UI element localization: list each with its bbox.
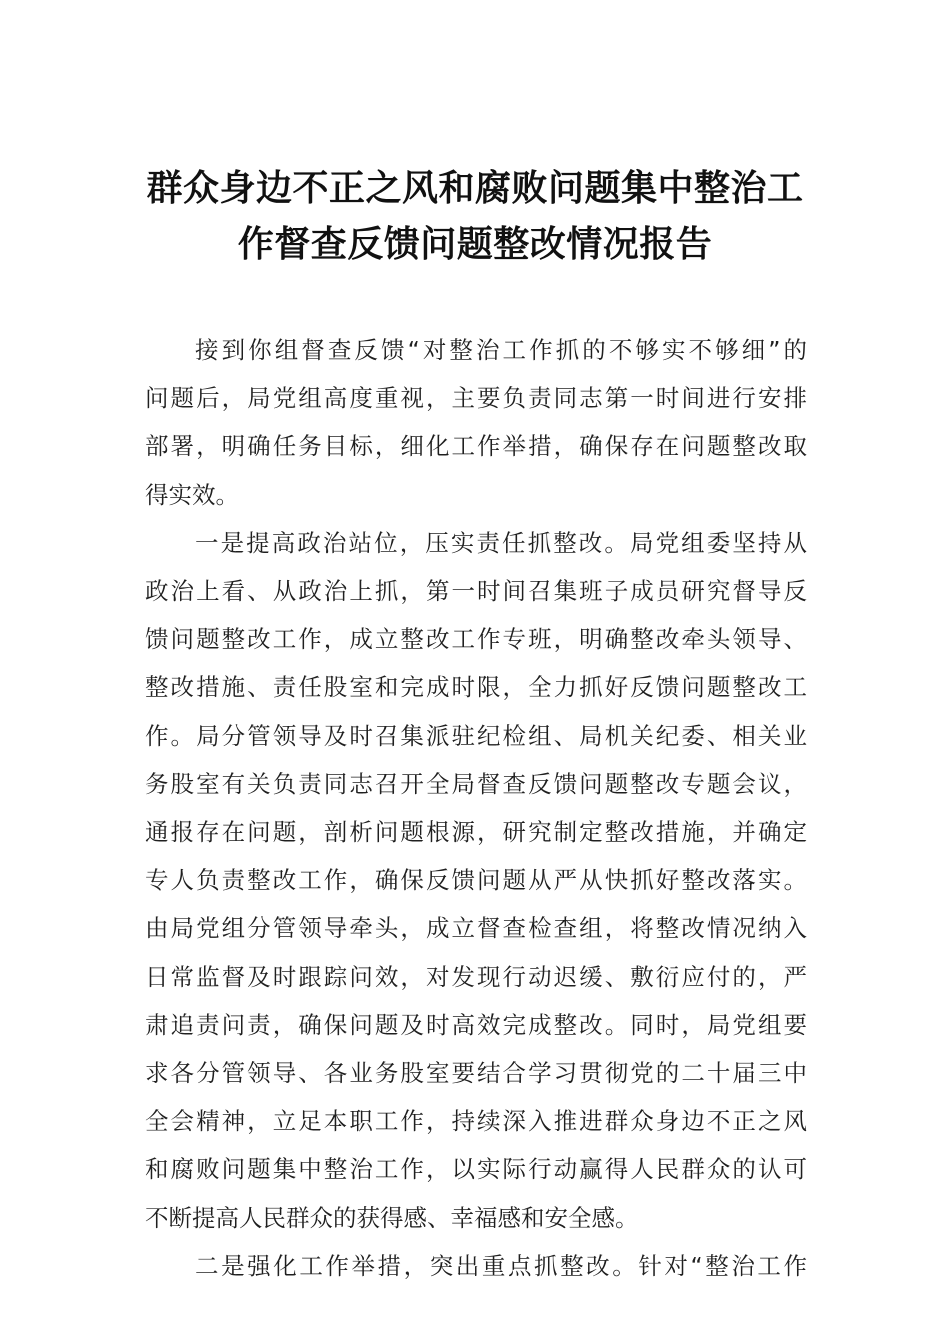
text-line: 和腐败问题集中整治工作，以实际行动赢得人民群众的认可: [145, 1155, 807, 1184]
text-line: 部署，明确任务目标，细化工作举措，确保存在问题整改取: [145, 432, 807, 461]
text-line: 通报存在问题，剖析问题根源，研究制定整改措施，并确定: [145, 818, 807, 847]
paragraph-section-one: [145, 519, 807, 1242]
title-line-2: 作督查反馈问题整改情况报告: [237, 223, 713, 265]
text-line: 接到你组督查反馈“对整治工作抓的不够实不够细”的: [195, 336, 807, 364]
text-line: 务股室有关负责同志召开全局督查反馈问题整改专题会议，: [145, 769, 807, 798]
text-line: 肃追责问责，确保问题及时高效完成整改。同时，局党组要: [145, 1010, 807, 1039]
text-line: 得实效。: [145, 480, 239, 509]
title-line-1: 群众身边不正之风和腐败问题集中整治工: [146, 167, 804, 209]
text-line: 不断提高人民群众的获得感、幸福感和安全感。: [145, 1203, 639, 1232]
document-body: [145, 326, 807, 1290]
text-line: 全会精神，立足本职工作，持续深入推进群众身边不正之风: [145, 1107, 807, 1136]
text-line: 二是强化工作举措，突出重点抓整改。针对“整治工作: [195, 1251, 807, 1280]
text-line: 一是提高政治站位，压实责任抓整改。局党组委坚持从: [195, 528, 807, 557]
text-line: 作。局分管领导及时召集派驻纪检组、局机关纪委、相关业: [145, 721, 807, 750]
text-line: 问题后，局党组高度重视，主要负责同志第一时间进行安排: [145, 384, 807, 413]
document-title: [145, 160, 805, 272]
text-line: 馈问题整改工作，成立整改工作专班，明确整改牵头领导、: [145, 625, 807, 654]
text-line: 政治上看、从政治上抓，第一时间召集班子成员研究督导反: [145, 577, 807, 606]
paragraph-intro: [145, 326, 807, 519]
text-line: 求各分管领导、各业务股室要结合学习贯彻党的二十届三中: [145, 1059, 807, 1088]
text-line: 日常监督及时跟踪问效，对发现行动迟缓、敷衍应付的，严: [145, 962, 807, 991]
text-line: 专人负责整改工作，确保反馈问题从严从快抓好整改落实。: [145, 866, 807, 895]
text-line: 由局党组分管领导牵头，成立督查检查组，将整改情况纳入: [145, 914, 807, 943]
text-line: 整改措施、责任股室和完成时限，全力抓好反馈问题整改工: [145, 673, 807, 702]
paragraph-section-two: [145, 1242, 807, 1290]
